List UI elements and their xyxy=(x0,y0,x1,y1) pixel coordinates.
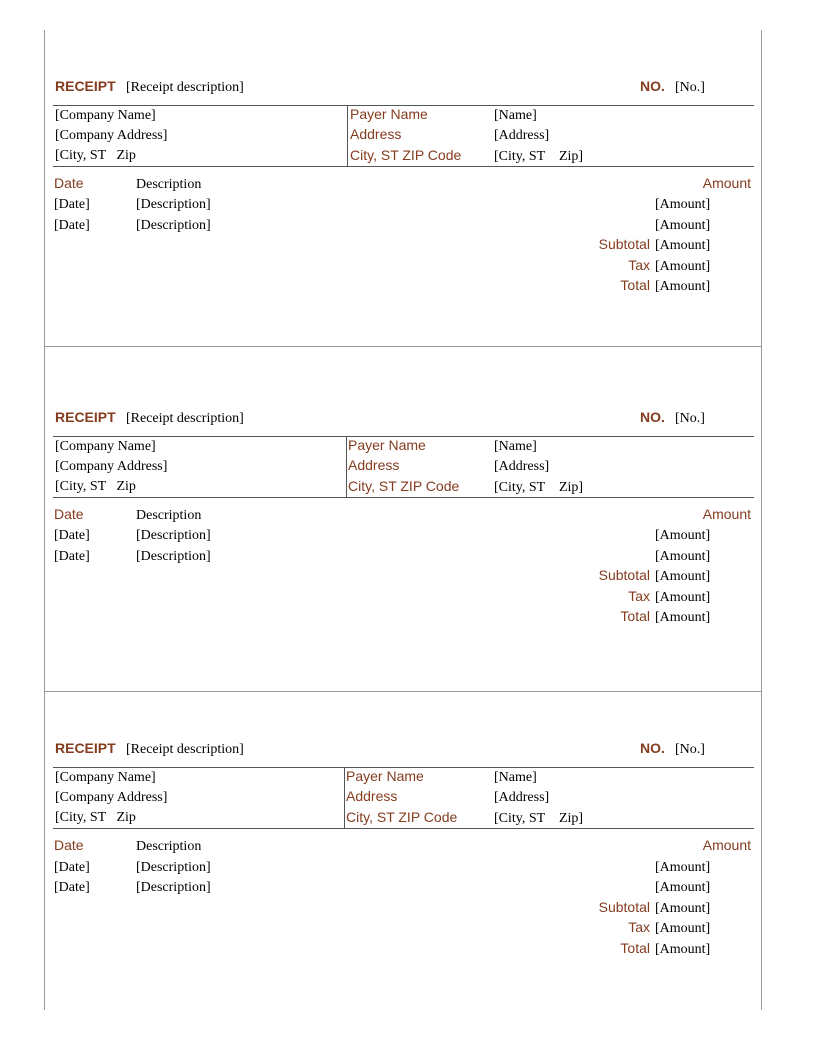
subtotal-value[interactable]: [Amount] xyxy=(655,238,711,253)
tax-value[interactable]: [Amount] xyxy=(655,259,711,274)
receipt-no-label: NO. xyxy=(640,78,665,94)
total-label: Total xyxy=(620,940,650,956)
payer-city-label: City, ST ZIP Code xyxy=(348,478,460,494)
item-date[interactable]: [Date] xyxy=(54,218,90,233)
company-city[interactable]: [City, ST Zip xyxy=(55,479,136,494)
subtotal-value[interactable]: [Amount] xyxy=(655,569,711,584)
header-bottom-rule xyxy=(53,497,754,498)
amount-header: Amount xyxy=(702,506,751,522)
tax-label: Tax xyxy=(628,588,650,604)
company-name[interactable]: [Company Name] xyxy=(55,439,156,454)
receipt-title: RECEIPT xyxy=(55,78,116,94)
company-name[interactable]: [Company Name] xyxy=(55,108,156,123)
item-date[interactable]: [Date] xyxy=(54,197,90,212)
company-city[interactable]: [City, ST Zip xyxy=(55,148,136,163)
receipt-no-value[interactable]: [No.] xyxy=(675,411,705,426)
payer-city-value[interactable]: [City, ST Zip] xyxy=(494,811,584,826)
header-bottom-rule xyxy=(53,166,754,167)
company-address[interactable]: [Company Address] xyxy=(55,790,168,805)
receipt-no-label: NO. xyxy=(640,740,665,756)
payer-address-value[interactable]: [Address] xyxy=(494,459,550,474)
total-value[interactable]: [Amount] xyxy=(655,279,711,294)
receipt-no-value[interactable]: [No.] xyxy=(675,742,705,757)
receipt-3 xyxy=(44,732,762,1062)
receipt-title: RECEIPT xyxy=(55,409,116,425)
receipt-title: RECEIPT xyxy=(55,740,116,756)
header-divider xyxy=(344,767,345,828)
item-description[interactable]: [Description] xyxy=(136,528,211,543)
payer-name-label: Payer Name xyxy=(348,437,426,453)
tax-value[interactable]: [Amount] xyxy=(655,590,711,605)
receipt-1 xyxy=(44,70,762,400)
payer-address-label: Address xyxy=(350,126,402,142)
description-header: Description xyxy=(136,177,202,192)
date-header: Date xyxy=(54,506,84,522)
payer-city-value[interactable]: [City, ST Zip] xyxy=(494,149,584,164)
payer-name-label: Payer Name xyxy=(346,768,424,784)
payer-name-value[interactable]: [Name] xyxy=(494,108,537,123)
item-date[interactable]: [Date] xyxy=(54,528,90,543)
payer-city-label: City, ST ZIP Code xyxy=(350,147,462,163)
item-amount[interactable]: [Amount] xyxy=(655,880,711,895)
receipt-2 xyxy=(44,401,762,731)
header-divider xyxy=(347,105,348,166)
company-city[interactable]: [City, ST Zip xyxy=(55,810,136,825)
total-label: Total xyxy=(620,608,650,624)
receipt-no-label: NO. xyxy=(640,409,665,425)
item-date[interactable]: [Date] xyxy=(54,860,90,875)
company-address[interactable]: [Company Address] xyxy=(55,128,168,143)
item-description[interactable]: [Description] xyxy=(136,197,211,212)
item-date[interactable]: [Date] xyxy=(54,549,90,564)
subtotal-label: Subtotal xyxy=(598,567,650,583)
payer-name-label: Payer Name xyxy=(350,106,428,122)
total-value[interactable]: [Amount] xyxy=(655,610,711,625)
receipt-description[interactable]: [Receipt description] xyxy=(126,411,244,426)
subtotal-value[interactable]: [Amount] xyxy=(655,901,711,916)
payer-address-label: Address xyxy=(346,788,398,804)
receipt-description[interactable]: [Receipt description] xyxy=(126,80,244,95)
item-date[interactable]: [Date] xyxy=(54,880,90,895)
subtotal-label: Subtotal xyxy=(598,899,650,915)
item-description[interactable]: [Description] xyxy=(136,860,211,875)
payer-name-value[interactable]: [Name] xyxy=(494,439,537,454)
date-header: Date xyxy=(54,837,84,853)
receipt-no-value[interactable]: [No.] xyxy=(675,80,705,95)
item-amount[interactable]: [Amount] xyxy=(655,528,711,543)
amount-header: Amount xyxy=(702,175,751,191)
item-amount[interactable]: [Amount] xyxy=(655,218,711,233)
receipt-description[interactable]: [Receipt description] xyxy=(126,742,244,757)
payer-address-value[interactable]: [Address] xyxy=(494,128,550,143)
tax-label: Tax xyxy=(628,257,650,273)
total-value[interactable]: [Amount] xyxy=(655,942,711,957)
item-description[interactable]: [Description] xyxy=(136,880,211,895)
payer-address-label: Address xyxy=(348,457,400,473)
description-header: Description xyxy=(136,839,202,854)
payer-city-value[interactable]: [City, ST Zip] xyxy=(494,480,584,495)
total-label: Total xyxy=(620,277,650,293)
header-divider xyxy=(346,436,347,497)
item-description[interactable]: [Description] xyxy=(136,218,211,233)
amount-header: Amount xyxy=(702,837,751,853)
payer-address-value[interactable]: [Address] xyxy=(494,790,550,805)
payer-name-value[interactable]: [Name] xyxy=(494,770,537,785)
subtotal-label: Subtotal xyxy=(598,236,650,252)
description-header: Description xyxy=(136,508,202,523)
company-address[interactable]: [Company Address] xyxy=(55,459,168,474)
date-header: Date xyxy=(54,175,84,191)
item-amount[interactable]: [Amount] xyxy=(655,549,711,564)
tax-label: Tax xyxy=(628,919,650,935)
item-description[interactable]: [Description] xyxy=(136,549,211,564)
item-amount[interactable]: [Amount] xyxy=(655,860,711,875)
payer-city-label: City, ST ZIP Code xyxy=(346,809,458,825)
tax-value[interactable]: [Amount] xyxy=(655,921,711,936)
header-bottom-rule xyxy=(53,828,754,829)
company-name[interactable]: [Company Name] xyxy=(55,770,156,785)
item-amount[interactable]: [Amount] xyxy=(655,197,711,212)
